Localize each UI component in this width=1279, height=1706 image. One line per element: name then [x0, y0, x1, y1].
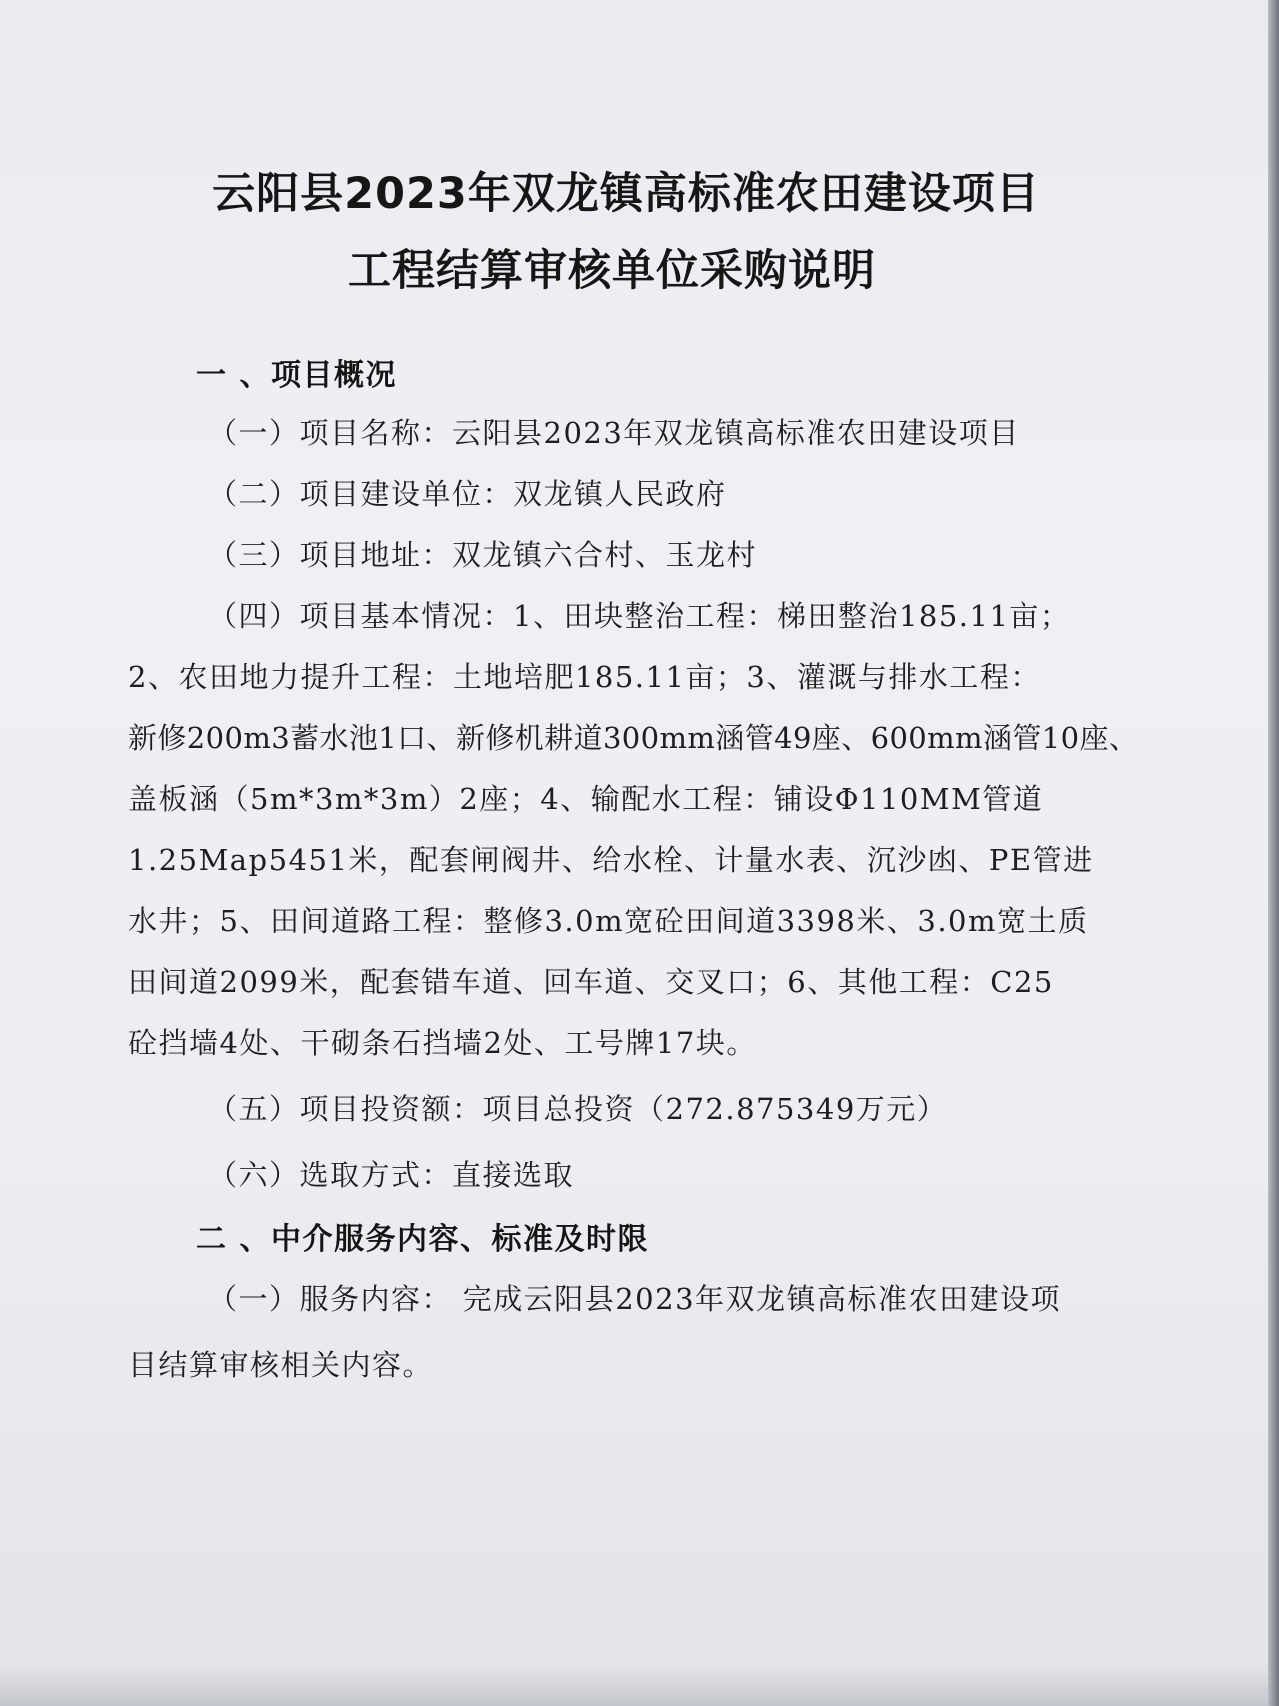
section-1-heading: 一 、项目概况 [196, 358, 397, 393]
section-2-heading: 二 、中介服务内容、标准及时限 [196, 1222, 649, 1257]
project-basic-info-line: 水井；5、田间道路工程：整修3.0m宽砼田间道3398米、3.0m宽土质 [128, 904, 1089, 938]
project-basic-info-line: 砼挡墙4处、干砌条石挡墙2处、工号牌17块。 [128, 1026, 757, 1060]
project-address-line: （三）项目地址：双龙镇六合村、玉龙村 [208, 538, 758, 572]
document-title-line-2: 工程结算审核单位采购说明 [348, 246, 876, 296]
project-name-line: （一）项目名称：云阳县2023年双龙镇高标准农田建设项目 [208, 416, 1020, 450]
page-edge-shadow [1268, 0, 1279, 1706]
page-bottom-shadow [0, 1666, 1268, 1706]
project-basic-info-line: 田间道2099米，配套错车道、回车道、交叉口；6、其他工程：C25 [128, 965, 1054, 999]
document-title-line-1: 云阳县2023年双龙镇高标准农田建设项目 [212, 169, 1040, 219]
project-owner-line: （二）项目建设单位：双龙镇人民政府 [208, 477, 727, 511]
project-basic-info-line: 1.25Map5451米，配套闸阀井、给水栓、计量水表、沉沙凼、PE管进 [128, 843, 1094, 877]
project-investment-line: （五）项目投资额：项目总投资（272.875349万元） [208, 1092, 948, 1126]
service-content-line: 目结算审核相关内容。 [128, 1348, 434, 1382]
selection-method-line: （六）选取方式：直接选取 [208, 1158, 575, 1192]
service-content-line: （一）服务内容： 完成云阳县2023年双龙镇高标准农田建设项 [208, 1282, 1062, 1316]
project-basic-info-line: 盖板涵（5m*3m*3m）2座；4、输配水工程：铺设Φ110MM管道 [128, 782, 1044, 816]
project-basic-info-line: 2、农田地力提升工程：土地培肥185.11亩；3、灌溉与排水工程： [128, 660, 1041, 694]
project-basic-info-line: （四）项目基本情况：1、田块整治工程：梯田整治185.11亩； [208, 599, 1071, 633]
project-basic-info-line: 新修200m3蓄水池1口、新修机耕道300mm涵管49座、600mm涵管10座、 [128, 721, 1139, 755]
